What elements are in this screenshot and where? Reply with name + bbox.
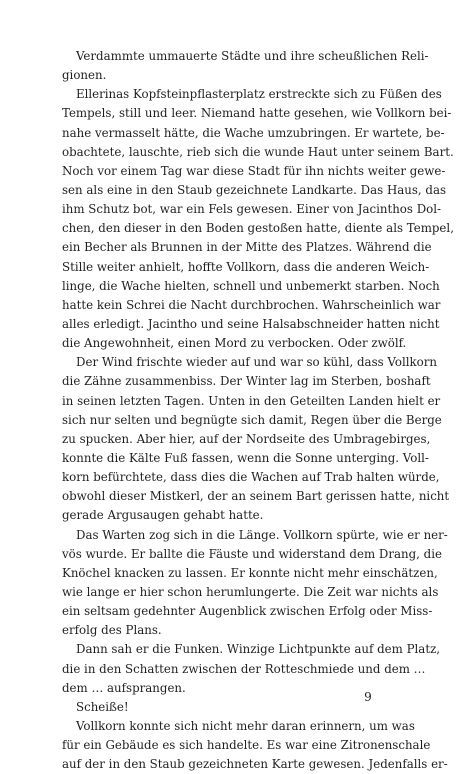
text-line: Knöchel knacken zu lassen. Er konnte nicht mehr einschätzen, [62,565,438,580]
text-line: die Zähne zusammenbiss. Der Winter lag im Sterben, boshaft [62,374,431,389]
text-line: vös wurde. Er ballte die Fäuste und widerstand dem Drang, die [62,546,442,561]
text-line: sich nur selten und begnügte sich damit, Regen über die Berge [62,412,442,427]
text-line: erfolg des Plans. [62,623,162,638]
text-line: Ellerinas Kopfsteinpflasterplatz erstreckte sich zu Füßen des [76,87,442,102]
text-line: Scheiße! [76,699,129,714]
text-line: Dann sah er die Funken. Winzige Lichtpunkte auf dem Platz, [76,642,441,657]
text-line: korn befürchtete, dass dies die Wachen auf Trab halten würde, [62,470,440,485]
text-line: obachtete, lauschte, rieb sich die wunde Haut unter seinem Bart. [62,144,454,159]
text-line: für ein Gebäude es sich handelte. Es war eine Zitronenschale [62,738,431,753]
text-line: wie lange er hier schon herumlungerte. Die Zeit war nichts als [62,584,439,599]
text-line: konnte die Kälte Fuß fassen, wenn die Sonne unterging. Voll- [62,450,429,465]
text-line: auf der in den Staub gezeichneten Karte gewesen. Jedenfalls er- [62,757,448,772]
page-number: 9 [364,690,372,704]
text-line: Der Wind frischte wieder auf und war so kühl, dass Vollkorn [76,355,438,370]
text-line: die in den Schatten zwischen der Rotteschmiede und dem … [62,661,426,676]
text-line: Stille weiter anhielt, hoffte Vollkorn, dass die anderen Weich- [62,259,430,274]
text-line: gerade Argusaugen gehabt hatte. [62,508,264,523]
text-line: ein Becher als Brunnen in der Mitte des Platzes. Während die [62,240,432,255]
text-line: Tempels, still und leer. Niemand hatte gesehen, wie Vollkorn bei- [62,106,452,121]
text-line: dem … aufsprangen. [62,680,186,695]
text-line: Verdammte ummauerte Städte und ihre scheußlichen Reli- [76,49,429,63]
text-line: hatte kein Schrei die Nacht durchbrochen. Wahrscheinlich war [62,297,441,312]
text-line: nahe vermasselt hätte, die Wache umzubringen. Er wartete, be- [62,125,445,140]
text-line: alles erledigt. Jacintho und seine Halsabschneider hatten nicht [62,316,440,331]
text-line: in seinen letzten Tagen. Unten in den Geteilten Landen hielt er [62,393,441,408]
text-line: obwohl dieser Mistkerl, der an seinem Bart gerissen hatte, nicht [62,489,450,504]
text-line: linge, die Wache hielten, schnell und unbemerkt starben. Noch [62,278,440,293]
book-page-text [62,47,454,774]
text-line: ihm Schutz bot, war ein Fels gewesen. Einer von Jacinthos Dol- [62,202,442,217]
text-line: Das Warten zog sich in die Länge. Vollkorn spürte, wie er ner- [76,527,448,542]
text-line: sen als eine in den Staub gezeichnete Landkarte. Das Haus, das [62,182,447,197]
text-line: zu spucken. Aber hier, auf der Nordseite des Umbragebirges, [62,431,431,446]
text-line: die Angewohnheit, einen Mord zu verbocken. Oder zwölf. [62,336,407,351]
text-line: chen, den dieser in den Boden gestoßen hatte, diente als Tempel, [62,221,454,236]
text-line: Noch vor einem Tag war diese Stadt für ihn nichts weiter gewe- [62,163,446,178]
text-line: ein seltsam gedehnter Augenblick zwischen Erfolg oder Miss- [62,604,433,619]
text-line: gionen. [62,68,107,83]
text-line: Vollkorn konnte sich nicht mehr daran erinnern, um was [76,718,415,733]
